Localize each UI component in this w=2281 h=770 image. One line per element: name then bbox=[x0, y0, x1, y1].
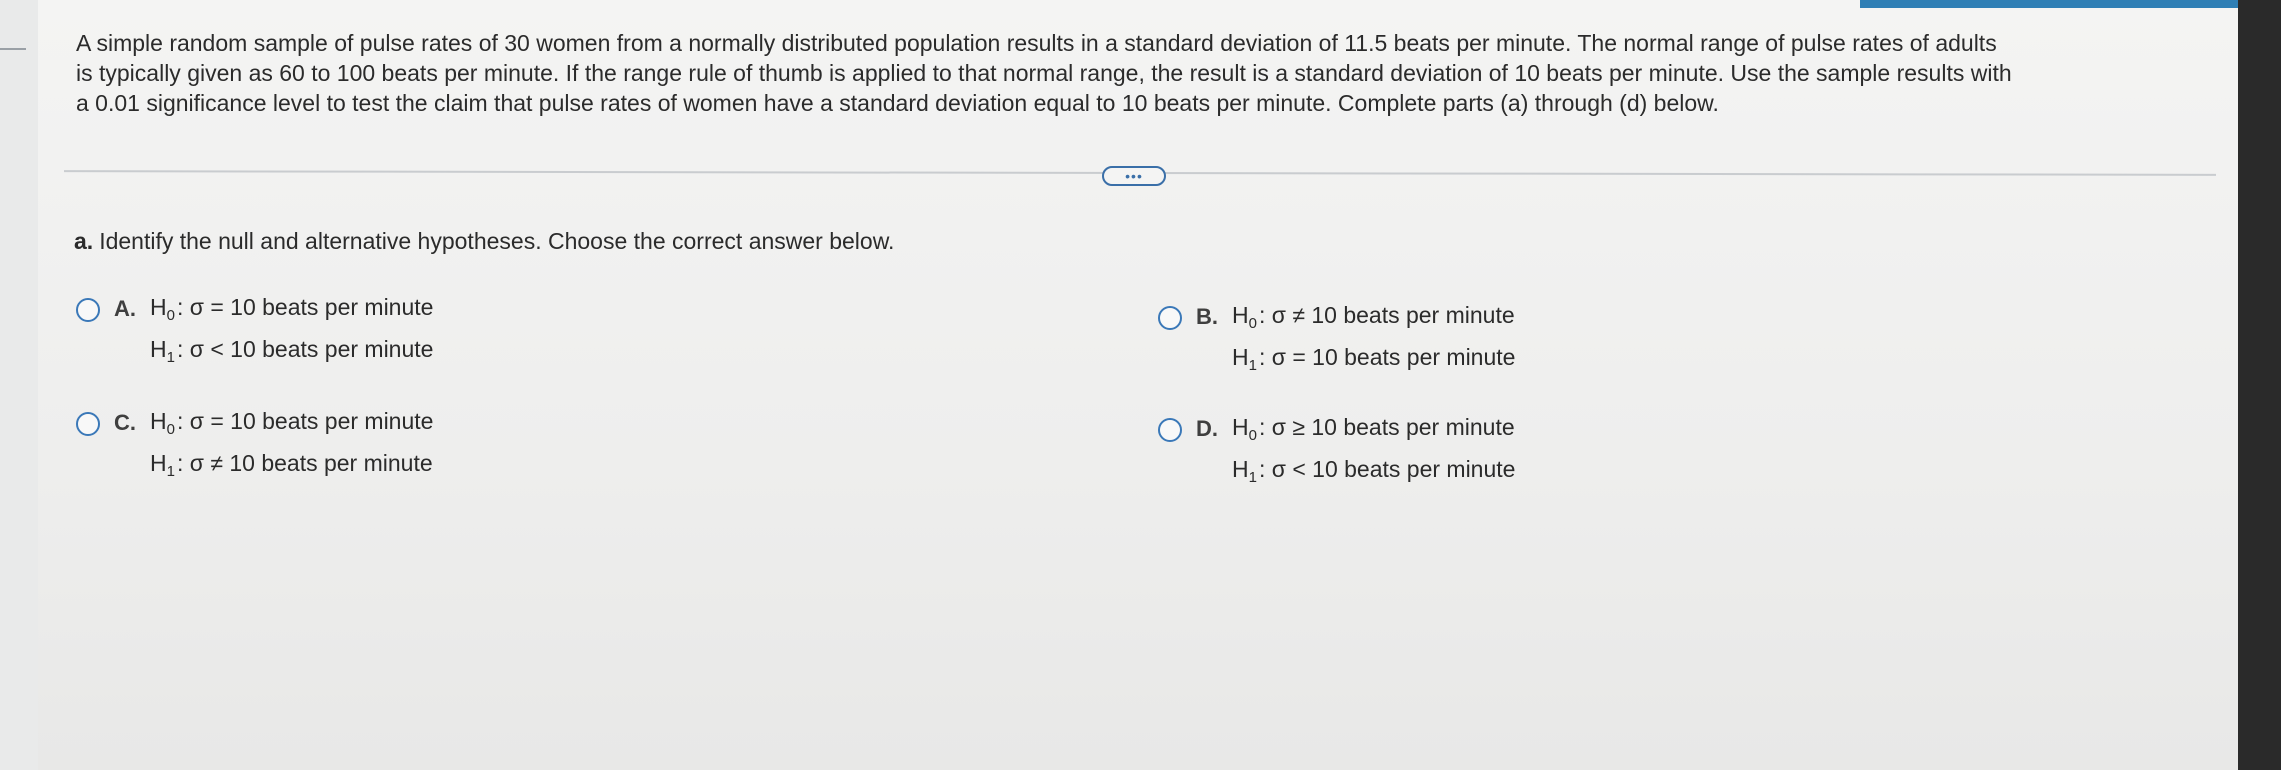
choice-hypotheses bbox=[1232, 294, 1515, 378]
choice-c[interactable] bbox=[76, 408, 433, 484]
choice-letter: D. bbox=[1196, 416, 1218, 441]
choice-b[interactable] bbox=[1158, 302, 1515, 378]
choice-hypotheses bbox=[150, 286, 433, 370]
alternative-hypothesis: $H_1$: σ ≠ 10 beats per minute bbox=[150, 450, 433, 480]
alternative-hypothesis: $H_1$: σ = 10 beats per minute bbox=[1232, 344, 1516, 374]
window-edge bbox=[2238, 0, 2281, 770]
top-accent-bar bbox=[1860, 0, 2260, 8]
choice-letter: B. bbox=[1196, 304, 1218, 329]
choice-hypotheses bbox=[150, 400, 433, 484]
null-hypothesis: $H_0$: σ ≠ 10 beats per minute bbox=[1232, 302, 1515, 332]
problem-line: is typically given as 60 to 100 beats per minute. If the range rule of thumb is applied to that normal range, the result is a standard deviation of 10 beats per minute. Use the sample results with bbox=[76, 60, 2012, 86]
question-part-label: a. bbox=[74, 228, 94, 254]
collapse-handle-icon[interactable] bbox=[0, 48, 26, 50]
null-hypothesis: $H_0$: σ ≥ 10 beats per minute bbox=[1232, 414, 1515, 444]
expand-more-button[interactable]: ••• bbox=[1102, 166, 1166, 186]
radio-button[interactable] bbox=[1158, 306, 1182, 330]
choice-letter: C. bbox=[114, 410, 136, 435]
radio-button[interactable] bbox=[76, 412, 100, 436]
null-hypothesis: $H_0$: σ = 10 beats per minute bbox=[150, 408, 434, 438]
radio-button[interactable] bbox=[76, 298, 100, 322]
choice-d[interactable] bbox=[1158, 414, 1515, 490]
choice-letter: A. bbox=[114, 296, 136, 321]
problem-line: a 0.01 significance level to test the claim that pulse rates of women have a standard deviation equal to 10 beats per minute. Complete parts (a) through (d) below. bbox=[76, 90, 1719, 116]
radio-button[interactable] bbox=[1158, 418, 1182, 442]
alternative-hypothesis: $H_1$: σ < 10 beats per minute bbox=[150, 336, 434, 366]
problem-line: A simple random sample of pulse rates of 30 women from a normally distributed population results in a standard deviation of 11.5 beats per minute. The normal range of pulse rates of adults bbox=[76, 30, 1997, 56]
problem-statement bbox=[76, 28, 2226, 118]
null-hypothesis: $H_0$: σ = 10 beats per minute bbox=[150, 294, 434, 324]
choice-a[interactable] bbox=[76, 294, 433, 370]
alternative-hypothesis: $H_1$: σ < 10 beats per minute bbox=[1232, 456, 1516, 486]
question-text: Identify the null and alternative hypotheses. Choose the correct answer below. bbox=[99, 228, 895, 254]
choice-hypotheses bbox=[1232, 406, 1515, 490]
question-prompt bbox=[74, 226, 894, 256]
